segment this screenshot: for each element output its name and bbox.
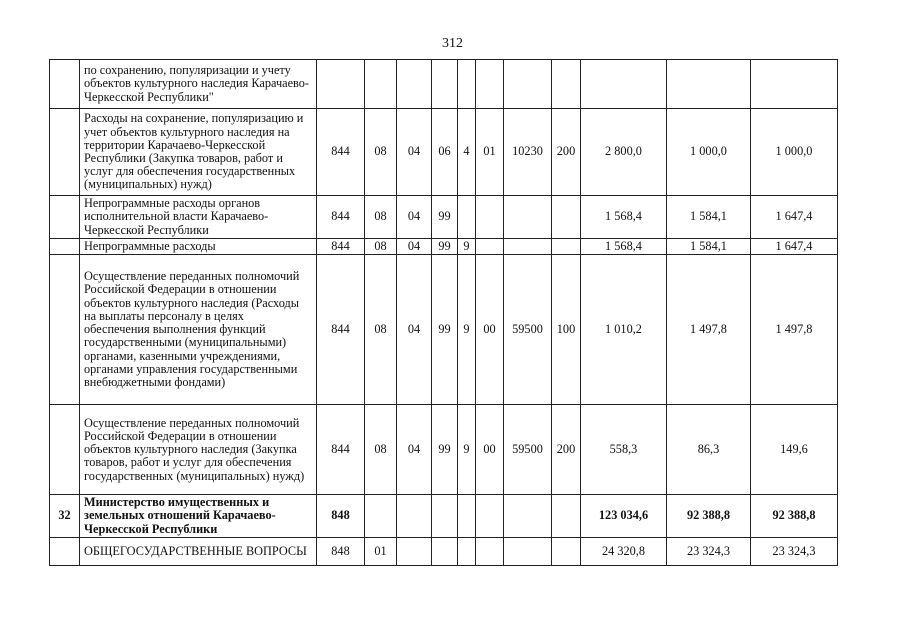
direction-code-cell (504, 495, 552, 538)
amount-year2-cell: 92 388,8 (667, 495, 751, 538)
subprogram-code-cell (458, 495, 476, 538)
amount-year1-cell (581, 60, 667, 109)
subprogram-code-cell (458, 60, 476, 109)
amount-year3-cell: 149,6 (751, 405, 838, 495)
event-code-cell (476, 239, 504, 255)
amount-year3-cell (751, 60, 838, 109)
direction-code-cell (504, 196, 552, 239)
event-code-cell (476, 196, 504, 239)
row-number-cell: 32 (50, 495, 80, 538)
table-row (50, 196, 838, 239)
section-code-cell: 08 (365, 196, 397, 239)
subprogram-code-cell (458, 196, 476, 239)
ministry-code-cell (317, 60, 365, 109)
event-code-cell: 01 (476, 109, 504, 196)
ministry-code-cell: 848 (317, 537, 365, 565)
event-code-cell (476, 60, 504, 109)
row-number-cell (50, 196, 80, 239)
subsection-code-cell: 04 (397, 196, 432, 239)
amount-year3-cell: 1 497,8 (751, 255, 838, 405)
table-row (50, 255, 838, 405)
item-name-cell: Непрограммные расходы (80, 239, 317, 255)
section-code-cell (365, 495, 397, 538)
ministry-code-cell: 844 (317, 255, 365, 405)
section-code-cell: 08 (365, 239, 397, 255)
subsection-code-cell (397, 537, 432, 565)
item-name-cell: Осуществление переданных полномочий Российской Федерации в отношении объектов культурного наследия (Закупка товаров, работ и услуг для обеспечения государственных (муниципальных) нужд) (80, 405, 317, 495)
amount-year1-cell: 123 034,6 (581, 495, 667, 538)
event-code-cell (476, 495, 504, 538)
event-code-cell (476, 537, 504, 565)
amount-year2-cell: 1 497,8 (667, 255, 751, 405)
amount-year3-cell: 1 647,4 (751, 196, 838, 239)
program-code-cell: 99 (432, 405, 458, 495)
program-code-cell: 06 (432, 109, 458, 196)
expense-type-cell (552, 239, 581, 255)
expense-type-cell (552, 60, 581, 109)
amount-year3-cell: 1 647,4 (751, 239, 838, 255)
direction-code-cell (504, 60, 552, 109)
amount-year2-cell: 1 584,1 (667, 239, 751, 255)
amount-year3-cell: 23 324,3 (751, 537, 838, 565)
amount-year1-cell: 558,3 (581, 405, 667, 495)
section-code-cell: 01 (365, 537, 397, 565)
row-number-cell (50, 537, 80, 565)
expense-type-cell (552, 537, 581, 565)
row-number-cell (50, 60, 80, 109)
ministry-code-cell: 848 (317, 495, 365, 538)
subprogram-code-cell: 9 (458, 255, 476, 405)
table-row (50, 60, 838, 109)
subprogram-code-cell: 4 (458, 109, 476, 196)
amount-year3-cell: 92 388,8 (751, 495, 838, 538)
program-code-cell (432, 537, 458, 565)
expense-type-cell: 200 (552, 405, 581, 495)
program-code-cell: 99 (432, 239, 458, 255)
direction-code-cell: 59500 (504, 405, 552, 495)
table-row (50, 405, 838, 495)
subprogram-code-cell (458, 537, 476, 565)
subsection-code-cell: 04 (397, 405, 432, 495)
expense-type-cell (552, 495, 581, 538)
item-name-cell: по сохранению, популяризации и учету объектов культурного наследия Карачаево-Черкесской Республики" (80, 60, 317, 109)
section-code-cell: 08 (365, 405, 397, 495)
subprogram-code-cell: 9 (458, 239, 476, 255)
subsection-code-cell (397, 495, 432, 538)
row-number-cell (50, 239, 80, 255)
direction-code-cell (504, 239, 552, 255)
amount-year2-cell: 23 324,3 (667, 537, 751, 565)
amount-year1-cell: 2 800,0 (581, 109, 667, 196)
direction-code-cell (504, 537, 552, 565)
section-code-cell (365, 60, 397, 109)
amount-year2-cell (667, 60, 751, 109)
item-name-cell: Осуществление переданных полномочий Российской Федерации в отношении объектов культурного наследия (Расходы на выплаты персоналу в целях обеспечения выполнения функций государственными (муниципальными) органами, казенными учреждениями, органами управления государственными внебюджетными фондами) (80, 255, 317, 405)
section-code-cell: 08 (365, 109, 397, 196)
program-code-cell (432, 495, 458, 538)
amount-year2-cell: 1 000,0 (667, 109, 751, 196)
table-row (50, 109, 838, 196)
table-row (50, 239, 838, 255)
amount-year1-cell: 1 568,4 (581, 239, 667, 255)
program-code-cell (432, 60, 458, 109)
event-code-cell: 00 (476, 405, 504, 495)
table-row (50, 495, 838, 538)
item-name-cell: ОБЩЕГОСУДАРСТВЕННЫЕ ВОПРОСЫ (80, 537, 317, 565)
item-name-cell: Расходы на сохранение, популяризацию и учет объектов культурного наследия на территории Карачаево-Черкесской Республики (Закупка товаров, работ и услуг для обеспечения государственных (муниципальных) нужд) (80, 109, 317, 196)
ministry-code-cell: 844 (317, 239, 365, 255)
amount-year2-cell: 86,3 (667, 405, 751, 495)
amount-year1-cell: 24 320,8 (581, 537, 667, 565)
direction-code-cell: 59500 (504, 255, 552, 405)
subsection-code-cell: 04 (397, 109, 432, 196)
expense-type-cell: 200 (552, 109, 581, 196)
amount-year3-cell: 1 000,0 (751, 109, 838, 196)
subsection-code-cell (397, 60, 432, 109)
program-code-cell: 99 (432, 255, 458, 405)
row-number-cell (50, 109, 80, 196)
event-code-cell: 00 (476, 255, 504, 405)
item-name-cell: Непрограммные расходы органов исполнительной власти Карачаево-Черкесской Республики (80, 196, 317, 239)
subsection-code-cell: 04 (397, 239, 432, 255)
expense-type-cell (552, 196, 581, 239)
row-number-cell (50, 255, 80, 405)
ministry-code-cell: 844 (317, 196, 365, 239)
item-name-cell: Министерство имущественных и земельных отношений Карачаево-Черкесской Республики (80, 495, 317, 538)
ministry-code-cell: 844 (317, 109, 365, 196)
program-code-cell: 99 (432, 196, 458, 239)
row-number-cell (50, 405, 80, 495)
page-number: 312 (442, 36, 463, 51)
direction-code-cell: 10230 (504, 109, 552, 196)
amount-year2-cell: 1 584,1 (667, 196, 751, 239)
ministry-code-cell: 844 (317, 405, 365, 495)
table-row (50, 537, 838, 565)
budget-table (49, 59, 838, 566)
amount-year1-cell: 1 568,4 (581, 196, 667, 239)
amount-year1-cell: 1 010,2 (581, 255, 667, 405)
subsection-code-cell: 04 (397, 255, 432, 405)
section-code-cell: 08 (365, 255, 397, 405)
subprogram-code-cell: 9 (458, 405, 476, 495)
expense-type-cell: 100 (552, 255, 581, 405)
